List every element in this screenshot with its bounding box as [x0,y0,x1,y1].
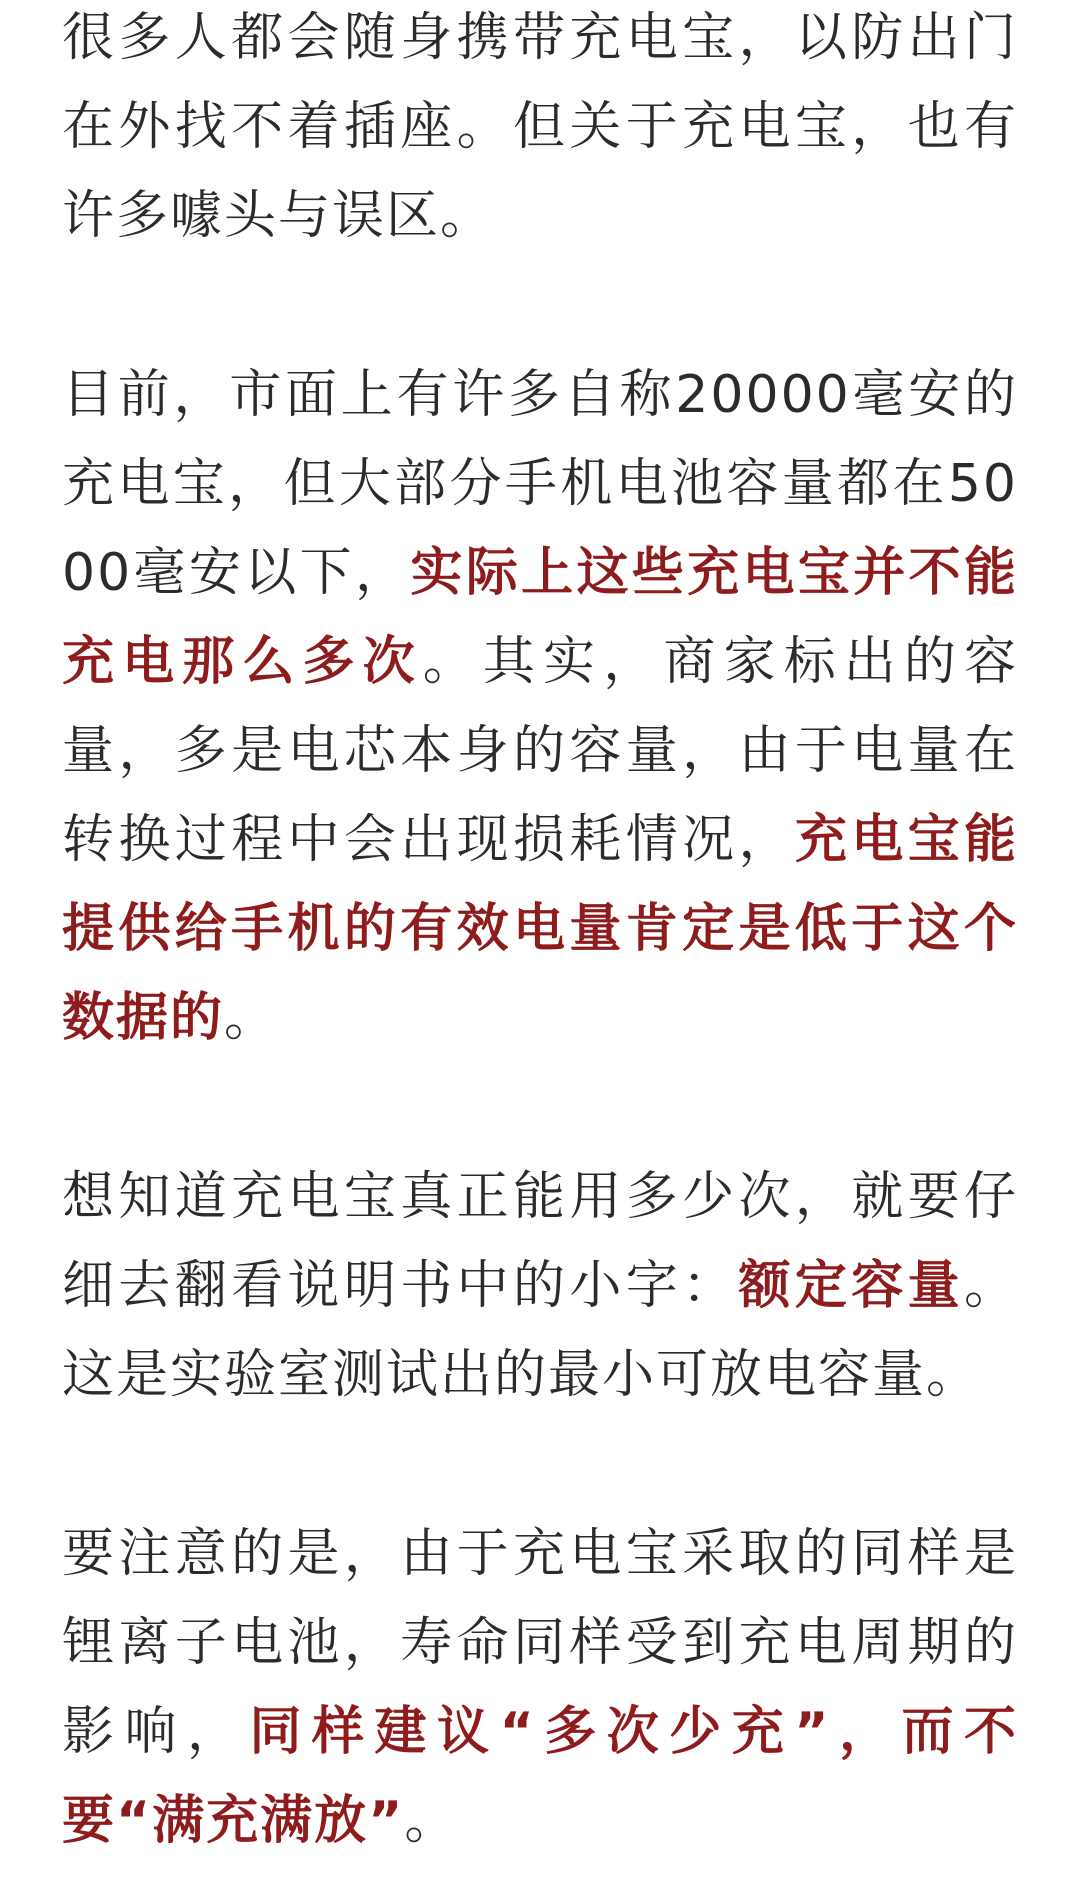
highlighted-text: 充电宝能提供给手机的有效电量肯定是低于这个数据的 [62,810,1018,1048]
paragraph-capacity [62,351,1018,1063]
highlighted-text: 额定容量 [738,1256,964,1316]
highlighted-text: 同样建议“多次少充”，而不要“满充满放” [62,1702,1018,1851]
text-segment: 。其实，商家标出的容量，多是电芯本身的容量，由于电量在转换过程中会出现损耗情况， [62,632,1018,870]
text-segment: 要注意的是，由于充电宝采取的同样是锂离子电池，寿命同样受到充电周期的影响， [62,1524,1018,1762]
paragraph-lifespan [62,1510,1018,1866]
text-segment: 很多人都会随身携带充电宝，以防出门在外找不着插座。但关于充电宝，也有许多噱头与误区。 [62,8,1018,246]
article-body [62,0,1018,1866]
text-segment: 。 [404,1791,459,1851]
paragraph-rated-capacity [62,1153,1018,1420]
paragraph-intro [62,0,1018,261]
text-segment: 目前，市面上有许多自称20000毫安的充电宝，但大部分手机电池容量都在5000毫安以下， [62,365,1018,603]
highlighted-text: 实际上这些充电宝并不能充电那么多次 [62,543,1018,692]
text-segment: 想知道充电宝真正能用多少次，就要仔细去翻看说明书中的小字： [62,1167,1018,1316]
text-segment: 。这是实验室测试出的最小可放电容量。 [62,1256,1018,1405]
text-segment: 。 [224,988,279,1048]
